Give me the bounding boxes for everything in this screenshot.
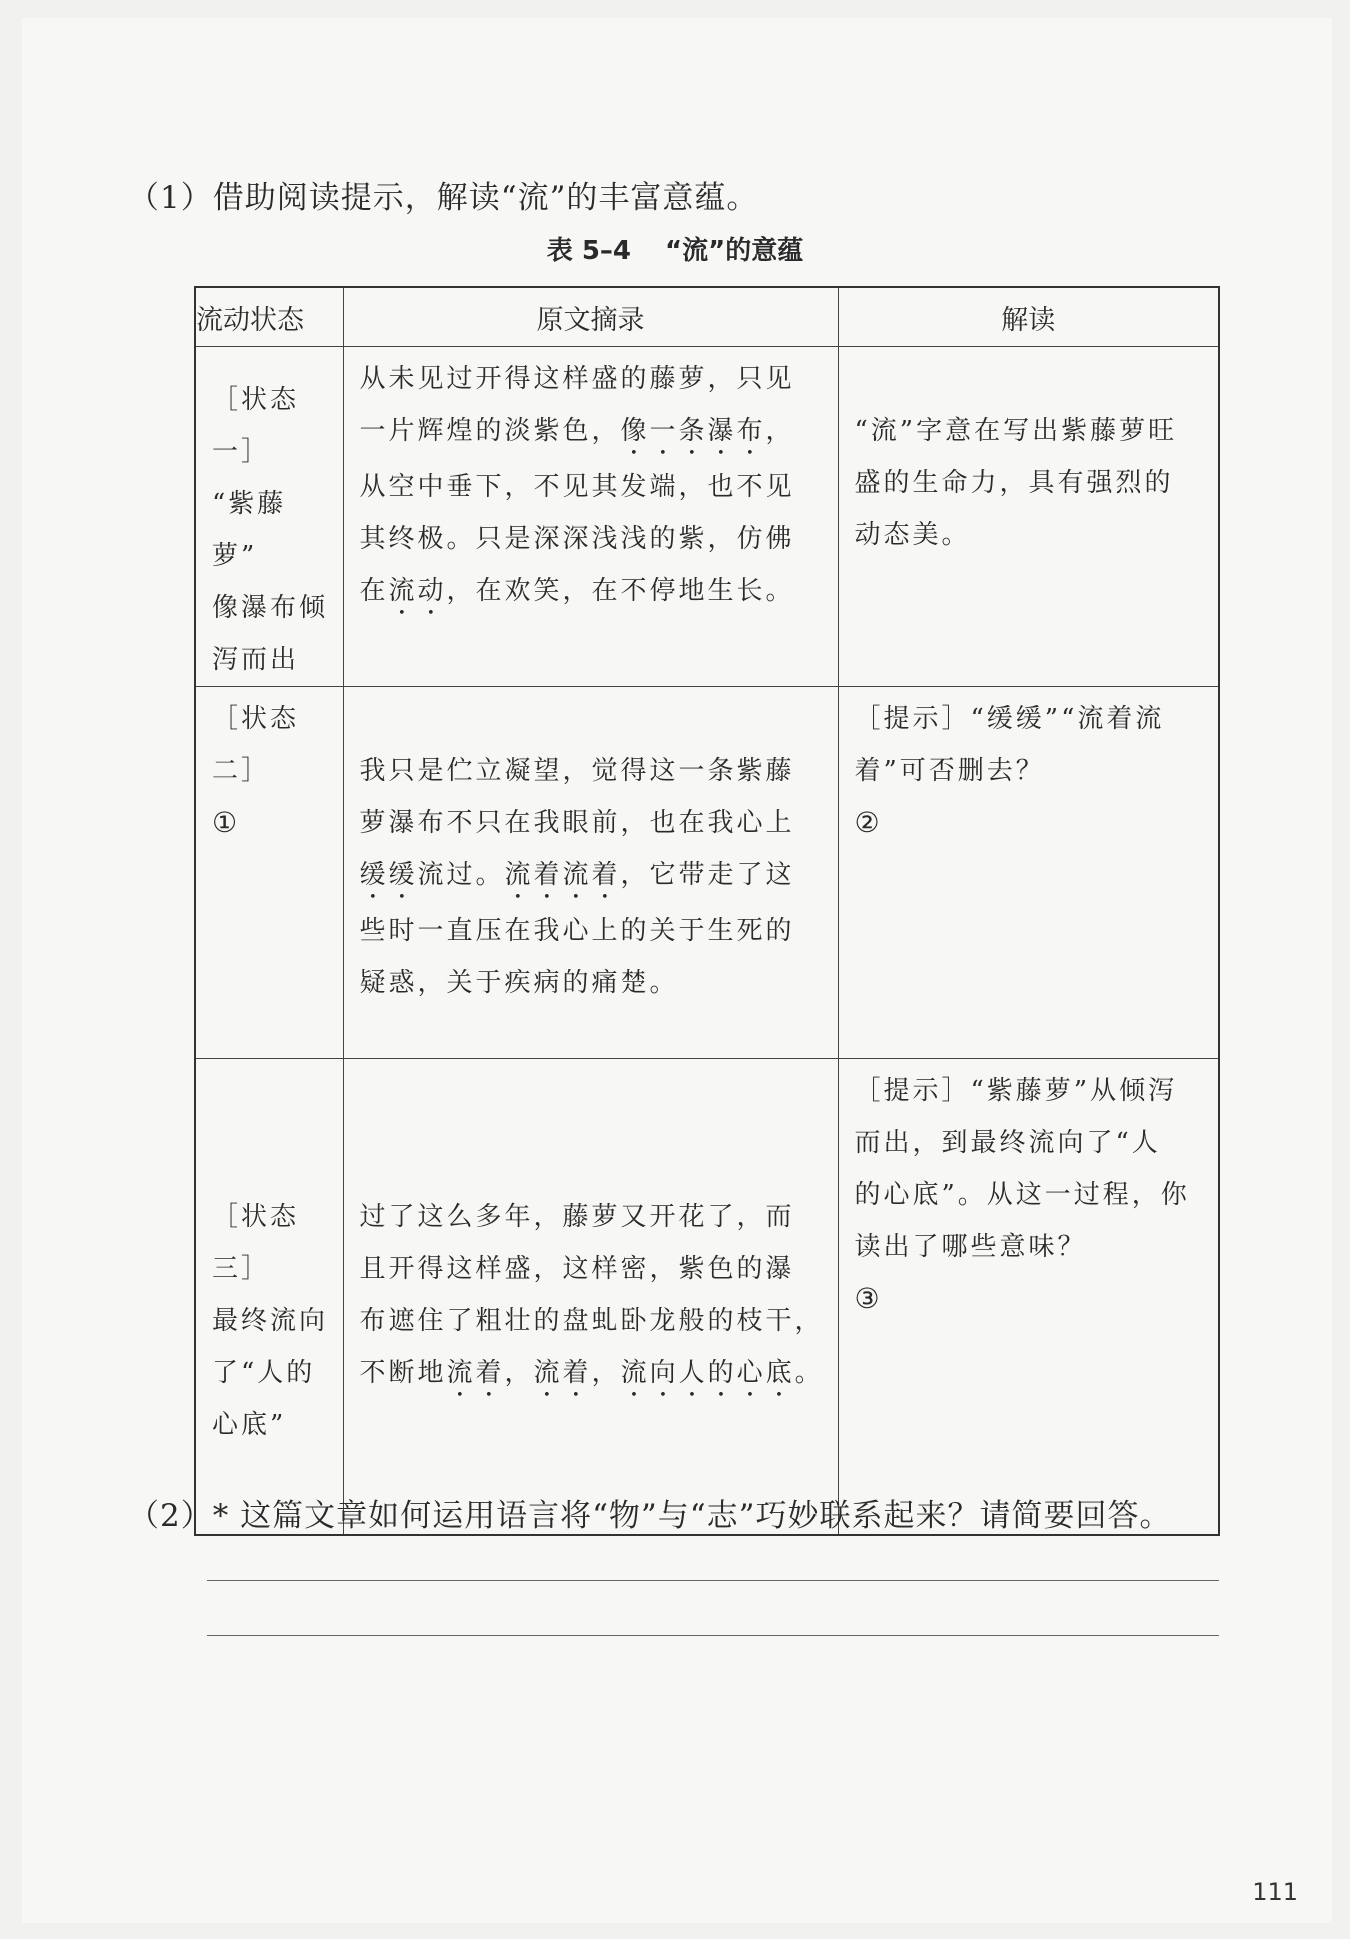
question-2: （2）* 这篇文章如何运用语言将“物”与“志”巧妙联系起来？请简要回答。 [128,1498,1172,1534]
state-cell [195,687,343,1059]
reading-cell [838,687,1219,1059]
answer-blank-3: ③ [854,1282,880,1315]
state-cell [195,1059,343,1535]
reading-cell [838,347,1219,687]
table-header-row [195,287,1219,347]
table-row [195,347,1219,687]
excerpt-text: 我只是伫立凝望，觉得这一条紫藤 萝瀑布不只在我眼前，也在我心上 缓缓流过。流着流着，它带走了这 些时一直压在我心上的关于生死的 疑惑，关于疾病的痛楚。 [359,756,795,998]
meaning-table [194,286,1220,1536]
header-state: 流动状态 [195,287,343,347]
answer-blank-2: ② [854,806,880,839]
reading-cell [838,1059,1219,1535]
table-number: 表 5–4 [546,236,632,266]
state-cell [195,347,343,687]
answer-line[interactable] [207,1635,1219,1636]
table-caption [0,230,1350,267]
state-text: ［状态三］ 最终流向 了“人的 心底” [212,1202,329,1440]
excerpt-cell [343,347,838,687]
header-reading: 解读 [838,287,1219,347]
table-title: “流”的意蕴 [665,236,804,266]
excerpt-text: 过了这么多年，藤萝又开花了，而 且开得这样盛，这样密，紫色的瀑 布遮住了粗壮的盘虬卧龙般的枝干， 不断地流着，流着，流向人的心底。 [359,1202,824,1388]
excerpt-cell [343,1059,838,1535]
reading-text: ［提示］“紫藤萝”从倾泻 而出，到最终流向了“人 的心底”。从这一过程，你 读出了哪些意味？ [854,1076,1190,1262]
answer-blank-1: ① [212,806,238,839]
excerpt-cell [343,687,838,1059]
reading-text: “流”字意在写出紫藤萝旺 盛的生命力，具有强烈的 动态美。 [854,416,1178,550]
answer-line[interactable] [207,1580,1219,1581]
table-row [195,1059,1219,1535]
reading-text: ［提示］“缓缓”“流着流 着”可否删去？ [854,704,1165,786]
state-text: ［状态一］ “紫藤萝” 像瀑布倾 泻而出 [212,385,329,675]
header-excerpt: 原文摘录 [343,287,838,347]
state-text: ［状态二］ [212,704,300,786]
question-1: （1）借助阅读提示，解读“流”的丰富意蕴。 [128,180,759,216]
page-number: 111 [1252,1878,1298,1906]
excerpt-text: 从未见过开得这样盛的藤萝，只见 一片辉煌的淡紫色，像一条瀑布， 从空中垂下，不见其发端，也不见 其终极。只是深深浅浅的紫，仿佛 在流动，在欢笑，在不停地生长。 [359,364,795,606]
table-row [195,687,1219,1059]
